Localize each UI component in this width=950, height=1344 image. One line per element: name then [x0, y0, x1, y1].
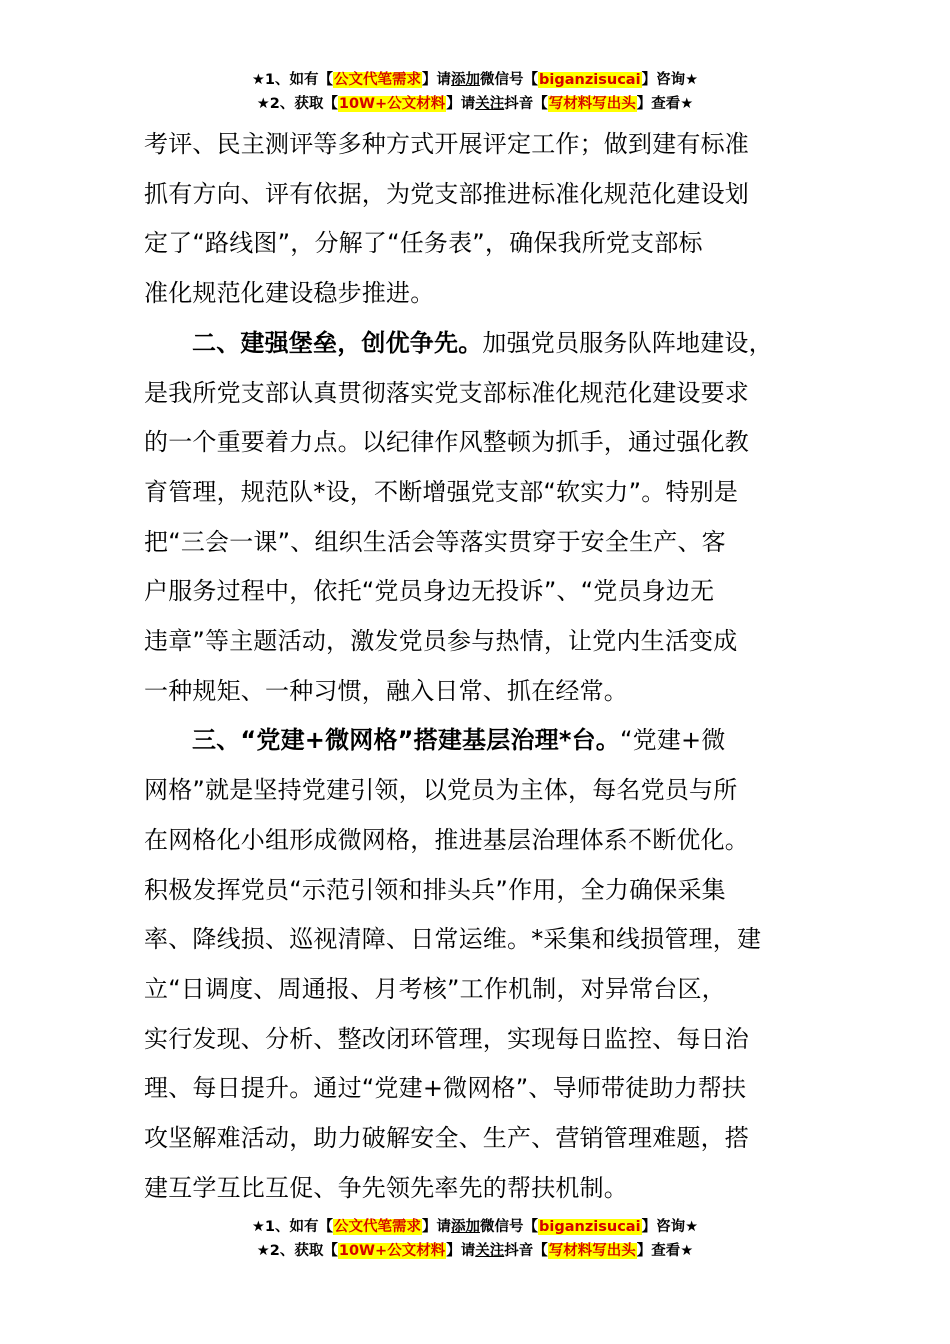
banner-text: 微信号【 [480, 1219, 539, 1235]
highlight-label: 10W+公文材料 [338, 1243, 446, 1259]
banner-text: ★1、如有【 [251, 72, 334, 88]
highlight-label: 10W+公文材料 [338, 96, 446, 112]
banner-text: 】请 [422, 72, 452, 88]
banner-text: 抖音【 [504, 96, 548, 112]
highlight-label: 写材料写出头 [548, 96, 636, 112]
text-line: 率、降线损、巡视清障、日常运维。*采集和线损管理，建 [144, 925, 762, 954]
banner-line-2 [0, 1239, 950, 1263]
banner-text: 微信号【 [480, 72, 539, 88]
banner-line-1 [0, 68, 950, 92]
banner-text: 】查看★ [636, 1243, 694, 1259]
banner-line-1 [0, 1215, 950, 1239]
underlined-text: 添加 [451, 1219, 481, 1235]
top-banner [0, 68, 950, 116]
text-line [144, 716, 814, 766]
banner-text: 】请 [422, 1219, 452, 1235]
body-text [144, 120, 814, 1213]
highlight-label: 写材料写出头 [548, 1243, 636, 1259]
highlight-label: 公文代笔需求 [334, 72, 422, 88]
banner-text: ★2、获取【 [256, 1243, 338, 1259]
section-heading: 三、“党建+微网格”搭建基层治理*台。 [192, 726, 621, 755]
text-line: 建互学互比互促、争先领先率先的帮扶机制。 [144, 1173, 628, 1202]
text-line: 在网格化小组形成微网格，推进基层治理体系不断优化。 [144, 825, 749, 854]
text-line: 户服务过程中，依托“党员身边无投诉”、“党员身边无 [144, 577, 715, 606]
highlight-label: 公文代笔需求 [334, 1219, 422, 1235]
text-line: 理、每日提升。通过“党建+微网格”、导师带徒助力帮扶 [144, 1074, 747, 1103]
bottom-banner [0, 1215, 950, 1263]
text-line: 是我所党支部认真贯彻落实党支部标准化规范化建设要求 [144, 378, 749, 407]
text-line: 准化规范化建设稳步推进。 [144, 279, 435, 308]
banner-text: 】查看★ [636, 96, 694, 112]
paragraph-continuation [144, 120, 814, 319]
text-line: 实行发现、分析、整改闭环管理，实现每日监控、每日治 [144, 1024, 749, 1053]
text-line: 积极发挥党员“示范引领和排头兵”作用，全力确保采集 [144, 875, 726, 904]
paragraph-section-2 [144, 319, 814, 717]
text-line: 一种规矩、一种习惯，融入日常、抓在经常。 [144, 676, 628, 705]
text-line: 立“日调度、周通报、月考核”工作机制，对异常台区， [144, 974, 726, 1003]
banner-text: 】请 [446, 1243, 476, 1259]
banner-line-2 [0, 92, 950, 116]
text-line: 网格”就是坚持党建引领，以党员为主体，每名党员与所 [144, 776, 738, 805]
banner-text: 】咨询★ [641, 1219, 699, 1235]
underlined-text: 关注 [475, 96, 505, 112]
text-line: 育管理，规范队*设，不断增强党支部“软实力”。特别是 [144, 477, 739, 506]
text-line: 的一个重要着力点。以纪律作风整顿为抓手，通过强化教 [144, 428, 749, 457]
highlight-label: biganzisucai [539, 72, 641, 88]
text-line: 把“三会一课”、组织生活会等落实贯穿于安全生产、客 [144, 527, 726, 556]
section-heading: 二、建强堡垒，创优争先。 [192, 328, 483, 357]
text-line: 抓有方向、评有依据，为党支部推进标准化规范化建设划 [144, 179, 749, 208]
banner-text: ★2、获取【 [256, 96, 338, 112]
text-line: 违章”等主题活动，激发党员参与热情，让党内生活变成 [144, 627, 738, 656]
banner-text: 】咨询★ [641, 72, 699, 88]
banner-text: 抖音【 [504, 1243, 548, 1259]
banner-text: ★1、如有【 [251, 1219, 334, 1235]
highlight-label: biganzisucai [539, 1219, 641, 1235]
text-fragment: 加强党员服务队阵地建设， [482, 328, 773, 357]
text-line [144, 319, 814, 369]
text-line: 攻坚解难活动，助力破解安全、生产、营销管理难题，搭 [144, 1124, 749, 1153]
underlined-text: 关注 [475, 1243, 505, 1259]
text-line: 定了“路线图”，分解了“任务表”，确保我所党支部标 [144, 229, 703, 258]
text-line: 考评、民主测评等多种方式开展评定工作；做到建有标准 [144, 130, 749, 158]
underlined-text: 添加 [451, 72, 481, 88]
paragraph-section-3 [144, 716, 814, 1213]
banner-text: 】请 [446, 96, 476, 112]
text-fragment: “党建+微 [620, 726, 726, 755]
